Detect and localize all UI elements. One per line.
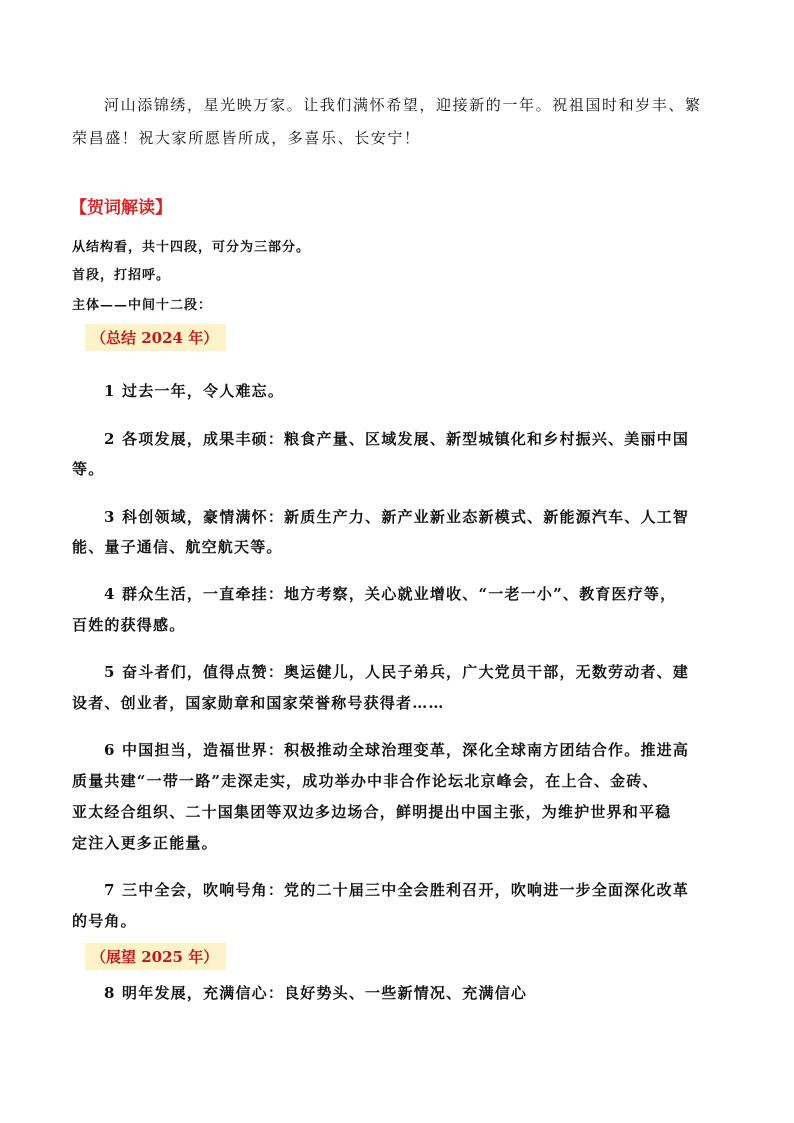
item-6-line-3: 亚太经合组织、二十国集团等双边多边场合，鲜明提出中国主张，为维护世界和平稳 xyxy=(72,803,672,821)
item-5-line-1: 5 奋斗者们，值得点赞：奥运健儿，人民子弟兵，广大党员干部，无数劳动者、建 xyxy=(104,663,690,681)
part2-tag: （展望 2025 年） xyxy=(85,943,226,970)
item-1-line-1: 1 过去一年，令人难忘。 xyxy=(104,382,285,400)
section-heading: 【贺词解读】 xyxy=(70,198,172,218)
part1-tag: （总结 2024 年） xyxy=(85,324,226,351)
item-8-line-1: 8 明年发展，充满信心：良好势头、一些新情况、充满信心 xyxy=(104,984,528,1002)
item-4-line-1: 4 群众生活，一直牵挂：地方考察，关心就业增收、“一老一小”、教育医疗等， xyxy=(104,585,677,603)
item-5-line-2: 设者、创业者，国家勋章和国家荣誉称号获得者…… xyxy=(72,694,445,712)
item-2-line-2: 等。 xyxy=(72,460,105,478)
intro-line-2: 荣昌盛！祝大家所愿皆所成，多喜乐、长安宁！ xyxy=(72,129,421,147)
item-6-line-2: 质量共建“一带一路”走深走实，成功举办中非合作论坛北京峰会，在上合、金砖、 xyxy=(72,772,659,790)
item-3-line-2: 能、量子通信、航空航天等。 xyxy=(72,538,283,556)
structure-line-1: 从结构看，共十四段，可分为三部分。 xyxy=(72,240,311,255)
item-2-line-1: 2 各项发展，成果丰硕：粮食产量、区域发展、新型城镇化和乡村振兴、美丽中国 xyxy=(104,430,690,448)
item-7-line-1: 7 三中全会，吹响号角：党的二十届三中全会胜利召开，吹响进一步全面深化改革 xyxy=(104,881,690,899)
item-6-line-1: 6 中国担当，造福世界：积极推动全球治理变革，深化全球南方团结合作。推进高 xyxy=(104,741,690,759)
intro-line-1: 河山添锦绣，星光映万家。让我们满怀希望，迎接新的一年。祝祖国时和岁丰、繁 xyxy=(104,96,702,114)
item-4-line-2: 百姓的获得感。 xyxy=(72,616,186,634)
structure-line-2: 首段，打招呼。 xyxy=(72,268,171,283)
item-3-line-1: 3 科创领域，豪情满怀：新质生产力、新产业新业态新模式、新能源汽车、人工智 xyxy=(104,508,690,526)
item-6-line-4: 定注入更多正能量。 xyxy=(72,834,218,852)
item-7-line-2: 的号角。 xyxy=(72,912,137,930)
structure-line-3: 主体——中间十二段： xyxy=(72,298,213,313)
